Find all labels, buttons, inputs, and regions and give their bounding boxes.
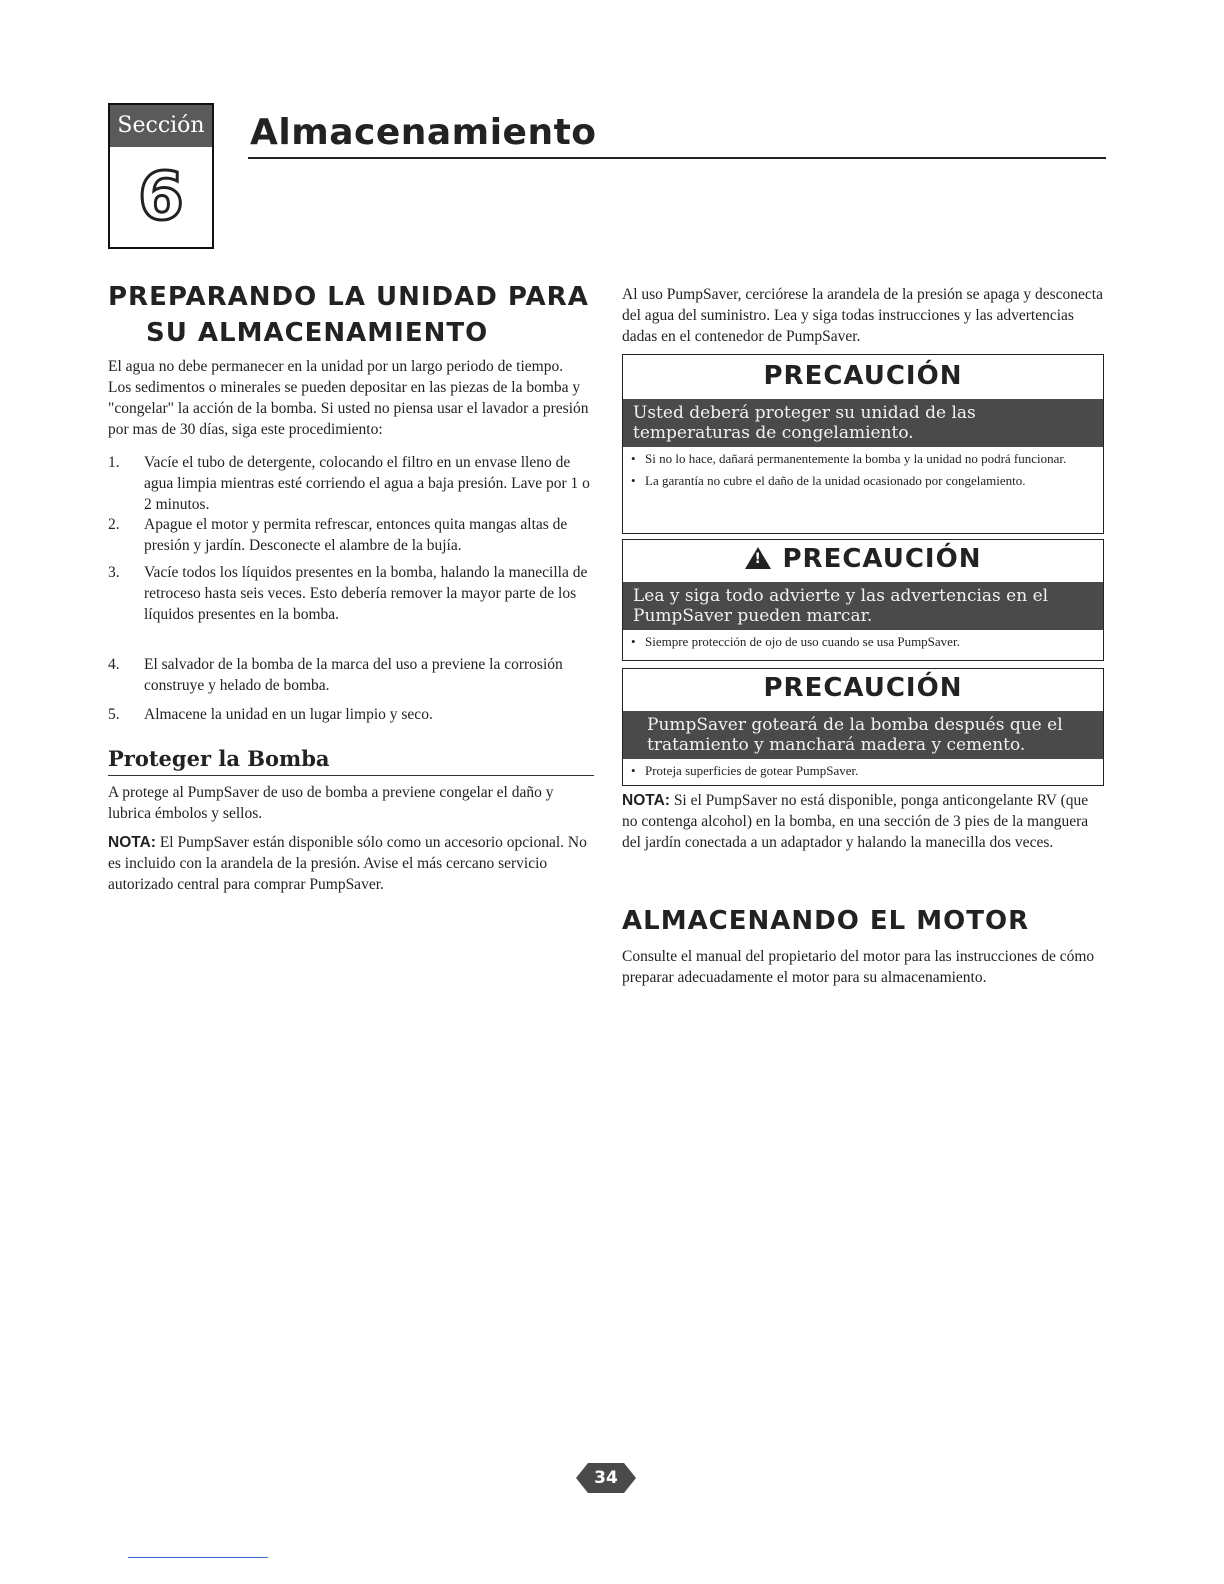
page-number: 34 xyxy=(594,1468,618,1488)
list-item: • Proteja superficies de gotear PumpSaver. xyxy=(631,763,859,778)
step-number: 4. xyxy=(108,656,120,673)
bullet-text: La garantía no cubre el daño de la unidad ocasionado por congelamiento. xyxy=(645,473,1026,488)
caution-bullets xyxy=(623,447,1103,494)
storage-prep-heading-line2: SU ALMACENAMIENTO xyxy=(146,318,489,348)
step-number: 5. xyxy=(108,706,120,723)
list-item: • La garantía no cubre el daño de la unidad ocasionado por congelamiento. xyxy=(631,473,1026,488)
caution-title: PRECAUCIÓN xyxy=(763,361,963,391)
footer-rule xyxy=(128,1557,268,1558)
caution-banner: PumpSaver goteará de la bomba después que el tratamiento y manchará madera y cemento. xyxy=(623,711,1103,759)
section-number: 6 xyxy=(138,158,184,235)
step-text: Apague el motor y permita refrescar, entonces quita mangas altas de presión y jardín. Desconecte el alambre de la bujía. xyxy=(144,516,568,554)
pumpsaver-intro-text: Al uso PumpSaver, cerciórese la arandela de la presión se apaga y desconecta del agua del suministro. Lea y siga todas instrucciones y las advertencias dadas en el contenedor de PumpSaver. xyxy=(622,286,1103,345)
page-number-badge xyxy=(576,1459,636,1497)
caution-title: PRECAUCIÓN xyxy=(763,673,963,703)
engine-storage-heading: ALMACENANDO EL MOTOR xyxy=(622,906,1030,936)
caution-box-staining xyxy=(622,668,1104,786)
bullet-text: Proteja superficies de gotear PumpSaver. xyxy=(645,763,859,778)
warning-triangle-icon: ! xyxy=(745,547,771,569)
note-paragraph xyxy=(622,790,1106,853)
protect-pump-text: A protege al PumpSaver de uso de bomba a previene congelar el daño y lubrica émbolos y sellos. xyxy=(108,784,554,822)
caution-box-freezing xyxy=(622,354,1104,534)
caution-banner: Usted deberá proteger su unidad de las temperaturas de congelamiento. xyxy=(623,399,1103,447)
step-text: El salvador de la bomba de la marca del uso a previene la corrosión construye y helado de bomba. xyxy=(144,656,563,694)
list-item: • Si no lo hace, dañará permanentemente la bomba y la unidad no podrá funcionar. xyxy=(631,451,1067,466)
engine-storage-text: Consulte el manual del propietario del motor para las instrucciones de cómo preparar adecuadamente el motor para su almacenamiento. xyxy=(622,948,1095,986)
caution-bullets xyxy=(623,759,1103,784)
step-number: 2. xyxy=(108,516,120,533)
caution-box-warnings xyxy=(622,539,1104,661)
section-badge xyxy=(108,103,214,249)
step-text: Vacíe el tubo de detergente, colocando el filtro en un envase lleno de agua limpia mientras esté corriendo el agua a baja presión. Lave por 1 o 2 minutos. xyxy=(144,454,590,513)
subheading-divider xyxy=(108,775,594,776)
list-item: • Siempre protección de ojo de uso cuando se usa PumpSaver. xyxy=(631,634,960,649)
note-text: Si el PumpSaver no está disponible, ponga anticongelante RV (que no contenga alcohol) en la bomba, en una sección de 3 pies de la manguera del jardín conectada a un adaptador y halando la manecilla dos veces. xyxy=(622,792,1089,851)
page-title: Almacenamiento xyxy=(250,112,597,153)
note-text: El PumpSaver están disponible sólo como un accesorio opcional. No es incluido con la arandela de la presión. Avise el más cercano servicio autorizado central para comprar PumpSaver. xyxy=(108,834,587,893)
note-label: NOTA: xyxy=(108,834,156,851)
title-divider xyxy=(248,157,1106,159)
step-number: 1. xyxy=(108,454,120,471)
storage-intro-text: El agua no debe permanecer en la unidad por un largo periodo de tiempo. Los sedimentos o minerales se pueden depositar en las piezas de la bomba y "congelar" la acción de la bomba. Si usted no piensa usar el lavador a presión por mas de 30 días, siga este procedimiento: xyxy=(108,358,589,438)
note-label: NOTA: xyxy=(622,792,670,809)
caution-bullets xyxy=(623,630,1103,655)
section-label: Sección xyxy=(110,105,212,147)
caution-title: PRECAUCIÓN xyxy=(782,544,982,574)
step-text: Almacene la unidad en un lugar limpio y seco. xyxy=(144,706,433,723)
step-text: Vacíe todos los líquidos presentes en la bomba, halando la manecilla de retroceso hasta seis veces. Esto debería remover la mayor parte de los líquidos presentes en la bomba. xyxy=(144,564,588,623)
bullet-text: Siempre protección de ojo de uso cuando se usa PumpSaver. xyxy=(645,634,960,649)
note-paragraph xyxy=(108,832,590,895)
caution-banner: Lea y siga todo advierte y las advertencias en el PumpSaver pueden marcar. xyxy=(623,582,1103,630)
protect-pump-subheading: Proteger la Bomba xyxy=(108,746,330,771)
bullet-text: Si no lo hace, dañará permanentemente la bomba y la unidad no podrá funcionar. xyxy=(645,451,1067,466)
step-number: 3. xyxy=(108,564,120,581)
storage-prep-heading-line1: PREPARANDO LA UNIDAD PARA xyxy=(108,282,589,312)
